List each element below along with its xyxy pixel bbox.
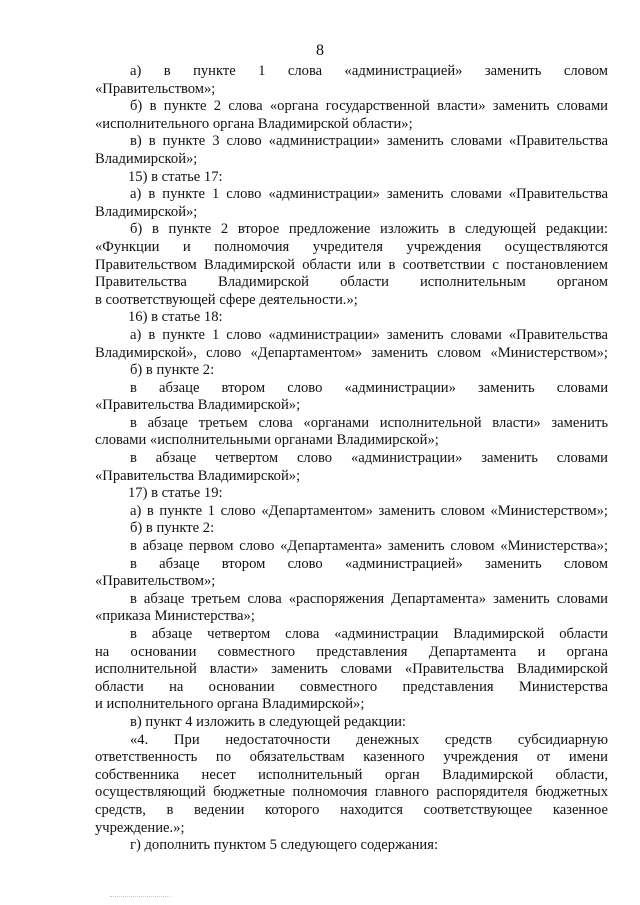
text-line: в абзаце втором слово «администрацией» заменить словом xyxy=(130,555,608,572)
text-line: 17) в статье 19: xyxy=(128,485,223,502)
text-line: Правительства Владимирской области исполнительным органом xyxy=(95,274,608,291)
text-line: «Правительства Владимирской»; xyxy=(95,397,301,414)
scan-artifact xyxy=(110,896,170,899)
text-line: в абзаце втором слово «администрации» заменить словами xyxy=(130,379,608,396)
text-line: в абзаце четвертом слово «администрации» заменить словами xyxy=(130,450,608,467)
text-line: а) в пункте 1 слова «администрацией» заменить словом xyxy=(130,63,608,79)
text-line: исполнительной власти» заменить словами «Правительства Владимирской xyxy=(95,661,608,678)
text-line: в абзаце третьем слова «органами исполнительной власти» заменить xyxy=(130,414,608,431)
text-line: «приказа Министерства»; xyxy=(95,608,255,625)
text-line: осуществляющий бюджетные полномочия главного распорядителя бюджетных xyxy=(95,784,608,801)
text-line: в абзаце третьем слова «распоряжения Департамента» заменить словами xyxy=(130,590,608,607)
text-line: словами «исполнительными органами Владимирской»; xyxy=(95,432,439,449)
text-line: Правительством Владимирской области или в соответствии с постановлением xyxy=(95,256,608,273)
text-line: «Правительством»; xyxy=(95,573,216,590)
text-line: в соответствующей сфере деятельности.»; xyxy=(95,291,358,308)
text-line: б) в пункте 2 слова «органа государственной власти» заменить словами xyxy=(130,98,608,115)
text-line: ответственность по обязательствам казенного учреждения от имени xyxy=(95,749,608,766)
text-line: а) в пункте 1 слово «Департаментом» заменить словом «Министерством»; xyxy=(130,502,608,519)
text-line: 15) в статье 17: xyxy=(128,168,223,185)
text-line: а) в пункте 1 слово «администрации» заменить словами «Правительства xyxy=(130,186,608,203)
text-line: б) в пункте 2: xyxy=(130,520,215,537)
text-line: 16) в статье 18: xyxy=(128,309,223,326)
text-line: «4. При недостаточности денежных средств субсидиарную xyxy=(130,731,608,748)
document-body xyxy=(95,63,608,855)
text-line: «Функции и полномочия учредителя учреждения осуществляются xyxy=(95,238,608,255)
text-line: г) дополнить пунктом 5 следующего содержания: xyxy=(130,837,439,854)
text-line: учреждение.»; xyxy=(95,819,185,836)
text-line: средств, в ведении которого находится соответствующее казенное xyxy=(95,801,608,818)
text-line: области на основании совместного представления Министерства xyxy=(95,678,608,695)
text-line: в) в пункте 3 слово «администрации» заменить словами «Правительства xyxy=(130,133,608,150)
text-line: собственника несет исполнительный орган Владимирской области, xyxy=(95,766,608,783)
text-line: Владимирской», слово «Департаментом» заменить словом «Министерством»; xyxy=(95,344,608,361)
text-line: б) в пункте 2 второе предложение изложить в следующей редакции: xyxy=(130,221,608,238)
text-line: б) в пункте 2: xyxy=(130,362,215,379)
text-line: «исполнительного органа Владимирской области»; xyxy=(95,115,413,132)
text-line: в абзаце четвертом слова «администрации Владимирской области xyxy=(130,626,608,642)
text-line: Владимирской»; xyxy=(95,203,198,220)
text-line: на основании совместного представления Департамента и органа xyxy=(95,643,608,660)
text-line: Владимирской»; xyxy=(95,150,198,167)
text-line: а) в пункте 1 слово «администрации» заменить словами «Правительства xyxy=(130,326,608,343)
text-line: в) пункт 4 изложить в следующей редакции: xyxy=(130,713,406,730)
text-line: в абзаце первом слово «Департамента» заменить словом «Министерства»; xyxy=(130,538,608,555)
page-number: 8 xyxy=(316,42,324,59)
text-line: и исполнительного органа Владимирской»; xyxy=(95,696,365,713)
text-line: «Правительства Владимирской»; xyxy=(95,467,301,484)
text-line: «Правительством»; xyxy=(95,80,216,97)
